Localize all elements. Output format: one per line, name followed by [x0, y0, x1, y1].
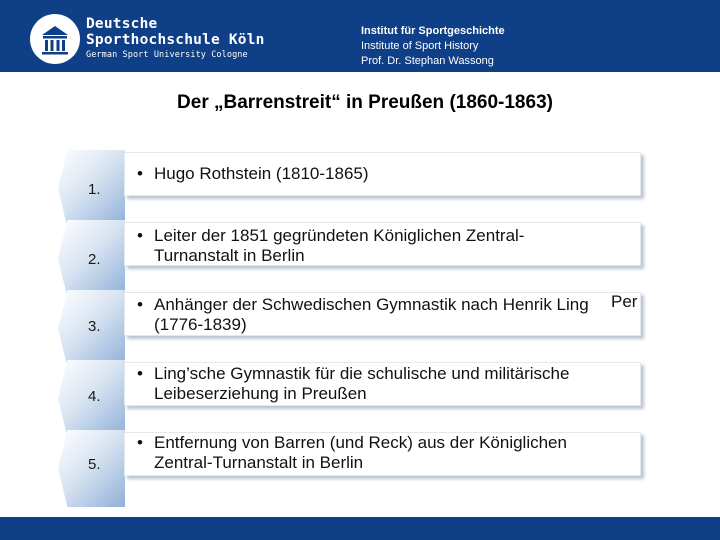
bullet-mark-1: • — [137, 164, 143, 183]
step-text-4-content: Ling’sche Gymnastik für die schulische und militärische Leibeserziehung in Preußen — [154, 364, 570, 403]
step-number-3: 3. — [88, 318, 101, 335]
slide-title: Der „Barrenstreit“ in Preußen (1860-1863) — [177, 92, 553, 113]
step-text-5 — [137, 433, 607, 473]
step-number-5: 5. — [88, 456, 101, 473]
step-text-3-content: Anhänger der Schwedischen Gymnastik nach Henrik Ling (1776-1839) — [154, 295, 589, 334]
bullet-mark-4: • — [137, 364, 143, 383]
step-text-2 — [137, 226, 607, 266]
institute-name-de: Institut für Sportgeschichte — [361, 25, 505, 37]
step-text-4 — [137, 364, 607, 404]
footer-bar — [0, 517, 720, 540]
brand-tagline: German Sport University Cologne — [86, 50, 248, 60]
step-text-2-content: Leiter der 1851 gegründeten Königlichen Zentral-Turnanstalt in Berlin — [154, 226, 525, 265]
bullet-mark-2: • — [137, 226, 143, 245]
bullet-mark-5: • — [137, 433, 143, 452]
professor-name: Prof. Dr. Stephan Wassong — [361, 55, 494, 67]
step-number-1: 1. — [88, 181, 101, 198]
university-logo-icon — [30, 14, 80, 64]
brand-name-line2: Sporthochschule Köln — [86, 32, 265, 48]
bullet-mark-3: • — [137, 295, 143, 314]
stray-text: Per — [611, 292, 638, 311]
header-bar — [0, 0, 720, 72]
step-number-4: 4. — [88, 388, 101, 405]
institute-name-en: Institute of Sport History — [361, 40, 479, 52]
step-text-5-content: Entfernung von Barren (und Reck) aus der Königlichen Zentral-Turnanstalt in Berlin — [154, 433, 567, 472]
step-text-1-content: Hugo Rothstein (1810-1865) — [154, 164, 369, 183]
step-text-1 — [137, 164, 607, 184]
step-text-3 — [137, 295, 607, 335]
brand-name-line1: Deutsche — [86, 16, 158, 32]
institute-block — [361, 24, 505, 69]
step-number-2: 2. — [88, 251, 101, 268]
